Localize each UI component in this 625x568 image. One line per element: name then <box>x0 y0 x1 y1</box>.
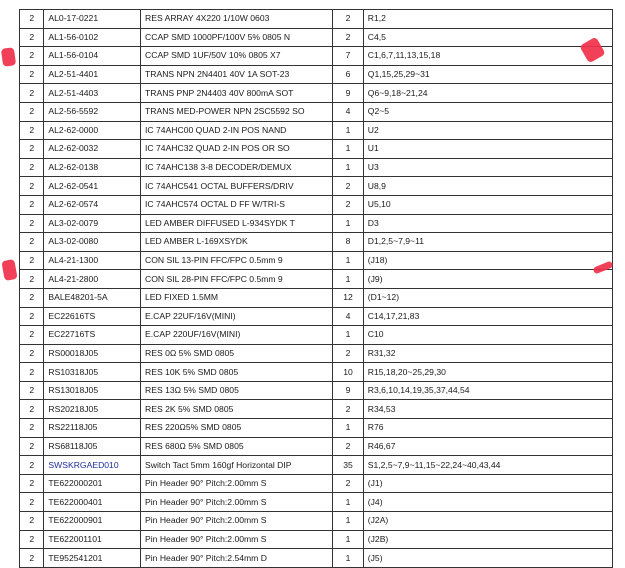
reference-cell: C10 <box>363 326 612 345</box>
table-row <box>20 381 613 400</box>
level-cell: 2 <box>20 177 44 196</box>
description-cell: RES 10K 5% SMD 0805 <box>141 363 333 382</box>
part-number-cell: AL2-62-0000 <box>44 121 141 140</box>
table-row <box>20 549 613 568</box>
description-cell: RES ARRAY 4X220 1/10W 0603 <box>141 10 333 29</box>
level-cell: 2 <box>20 400 44 419</box>
reference-cell: C4,5 <box>363 28 612 47</box>
table-row <box>20 512 613 531</box>
quantity-cell: 2 <box>333 177 364 196</box>
description-cell: TRANS MED-POWER NPN 2SC5592 SO <box>141 102 333 121</box>
level-cell: 2 <box>20 270 44 289</box>
part-number-cell: TE622001101 <box>44 530 141 549</box>
reference-cell: Q2~5 <box>363 102 612 121</box>
table-row <box>20 270 613 289</box>
table-row <box>20 400 613 419</box>
reference-cell: R76 <box>363 419 612 438</box>
level-cell: 2 <box>20 140 44 159</box>
description-cell: RES 680Ω 5% SMD 0805 <box>141 437 333 456</box>
description-cell: TRANS PNP 2N4403 40V 800mA SOT <box>141 84 333 103</box>
table-row <box>20 233 613 252</box>
part-number-cell: AL2-62-0574 <box>44 195 141 214</box>
reference-cell: Q1,15,25,29~31 <box>363 65 612 84</box>
description-cell: IC 74AHC574 OCTAL D FF W/TRI-S <box>141 195 333 214</box>
level-cell: 2 <box>20 158 44 177</box>
level-cell: 2 <box>20 47 44 66</box>
table-row <box>20 363 613 382</box>
table-row <box>20 102 613 121</box>
reference-cell: C1,6,7,11,13,15,18 <box>363 47 612 66</box>
table-row <box>20 419 613 438</box>
quantity-cell: 1 <box>333 270 364 289</box>
part-number-cell: EC22616TS <box>44 307 141 326</box>
table-row <box>20 28 613 47</box>
description-cell: CON SIL 28-PIN FFC/FPC 0.5mm 9 <box>141 270 333 289</box>
level-cell: 2 <box>20 28 44 47</box>
level-cell: 2 <box>20 549 44 568</box>
description-cell: CON SIL 13-PIN FFC/FPC 0.5mm 9 <box>141 251 333 270</box>
description-cell: Switch Tact 5mm 160gf Horizontal DIP <box>141 456 333 475</box>
quantity-cell: 1 <box>333 419 364 438</box>
quantity-cell: 8 <box>333 233 364 252</box>
level-cell: 2 <box>20 65 44 84</box>
description-cell: RES 2K 5% SMD 0805 <box>141 400 333 419</box>
quantity-cell: 1 <box>333 493 364 512</box>
reference-cell: U2 <box>363 121 612 140</box>
table-row <box>20 437 613 456</box>
level-cell: 2 <box>20 121 44 140</box>
level-cell: 2 <box>20 288 44 307</box>
table-row <box>20 326 613 345</box>
part-number-cell: AL2-51-4403 <box>44 84 141 103</box>
quantity-cell: 10 <box>333 363 364 382</box>
part-number-cell: RS20218J05 <box>44 400 141 419</box>
red-marker-left-top <box>1 47 16 67</box>
description-cell: IC 74AHC32 QUAD 2-IN POS OR SO <box>141 140 333 159</box>
quantity-cell: 1 <box>333 214 364 233</box>
quantity-cell: 4 <box>333 102 364 121</box>
table-row <box>20 177 613 196</box>
description-cell: TRANS NPN 2N4401 40V 1A SOT-23 <box>141 65 333 84</box>
part-number-cell: AL0-17-0221 <box>44 10 141 29</box>
level-cell: 2 <box>20 381 44 400</box>
part-number-cell: AL4-21-2800 <box>44 270 141 289</box>
table-row <box>20 288 613 307</box>
level-cell: 2 <box>20 363 44 382</box>
reference-cell: R34,53 <box>363 400 612 419</box>
part-number-cell: AL2-62-0032 <box>44 140 141 159</box>
description-cell: RES 0Ω 5% SMD 0805 <box>141 344 333 363</box>
part-number-cell: AL2-51-4401 <box>44 65 141 84</box>
level-cell: 2 <box>20 84 44 103</box>
quantity-cell: 1 <box>333 326 364 345</box>
quantity-cell: 1 <box>333 549 364 568</box>
quantity-cell: 2 <box>333 28 364 47</box>
level-cell: 2 <box>20 437 44 456</box>
reference-cell: R3,6,10,14,19,35,37,44,54 <box>363 381 612 400</box>
part-number-cell: AL3-02-0080 <box>44 233 141 252</box>
level-cell: 2 <box>20 512 44 531</box>
reference-cell: R46,67 <box>363 437 612 456</box>
reference-cell: (J1) <box>363 474 612 493</box>
table-row <box>20 140 613 159</box>
table-row <box>20 121 613 140</box>
reference-cell: (J9) <box>363 270 612 289</box>
part-number-cell: RS22118J05 <box>44 419 141 438</box>
part-number-cell: AL4-21-1300 <box>44 251 141 270</box>
red-marker-left-middle <box>1 259 17 281</box>
table-row <box>20 344 613 363</box>
description-cell: E.CAP 220UF/16V(MINI) <box>141 326 333 345</box>
reference-cell: D1,2,5~7,9~11 <box>363 233 612 252</box>
part-number-cell: SWSKRGAED010 <box>44 456 141 475</box>
reference-cell: (D1~12) <box>363 288 612 307</box>
part-number-cell: BALE48201-5A <box>44 288 141 307</box>
quantity-cell: 1 <box>333 121 364 140</box>
level-cell: 2 <box>20 419 44 438</box>
quantity-cell: 7 <box>333 47 364 66</box>
quantity-cell: 1 <box>333 140 364 159</box>
reference-cell: Q6~9,18~21,24 <box>363 84 612 103</box>
part-number-cell: AL1-56-0104 <box>44 47 141 66</box>
quantity-cell: 2 <box>333 474 364 493</box>
table-row <box>20 251 613 270</box>
part-number-cell: AL2-62-0138 <box>44 158 141 177</box>
reference-cell: U8,9 <box>363 177 612 196</box>
bom-table-body <box>20 10 613 568</box>
part-number-cell: AL2-56-5592 <box>44 102 141 121</box>
reference-cell: D3 <box>363 214 612 233</box>
quantity-cell: 1 <box>333 251 364 270</box>
reference-cell: (J5) <box>363 549 612 568</box>
table-row <box>20 84 613 103</box>
level-cell: 2 <box>20 344 44 363</box>
part-number-cell: AL1-56-0102 <box>44 28 141 47</box>
table-row <box>20 474 613 493</box>
table-row <box>20 47 613 66</box>
level-cell: 2 <box>20 102 44 121</box>
reference-cell: S1,2,5~7,9~11,15~22,24~40,43,44 <box>363 456 612 475</box>
part-number-cell: RS00018J05 <box>44 344 141 363</box>
table-row <box>20 158 613 177</box>
quantity-cell: 2 <box>333 344 364 363</box>
description-cell: LED AMBER L-169XSYDK <box>141 233 333 252</box>
description-cell: E.CAP 22UF/16V(MINI) <box>141 307 333 326</box>
quantity-cell: 2 <box>333 437 364 456</box>
level-cell: 2 <box>20 493 44 512</box>
quantity-cell: 1 <box>333 530 364 549</box>
reference-cell: (J2A) <box>363 512 612 531</box>
part-number-cell: TE622000401 <box>44 493 141 512</box>
description-cell: Pin Header 90° Pitch:2.00mm S <box>141 474 333 493</box>
description-cell: IC 74AHC541 OCTAL BUFFERS/DRIV <box>141 177 333 196</box>
description-cell: CCAP SMD 1000PF/100V 5% 0805 N <box>141 28 333 47</box>
level-cell: 2 <box>20 307 44 326</box>
level-cell: 2 <box>20 10 44 29</box>
quantity-cell: 35 <box>333 456 364 475</box>
quantity-cell: 4 <box>333 307 364 326</box>
part-number-cell: TE952541201 <box>44 549 141 568</box>
reference-cell: R15,18,20~25,29,30 <box>363 363 612 382</box>
part-number-cell: TE622000201 <box>44 474 141 493</box>
quantity-cell: 2 <box>333 195 364 214</box>
quantity-cell: 12 <box>333 288 364 307</box>
reference-cell: C14,17,21,83 <box>363 307 612 326</box>
part-number-cell: RS68118J05 <box>44 437 141 456</box>
description-cell: RES 220Ω5% SMD 0805 <box>141 419 333 438</box>
quantity-cell: 1 <box>333 158 364 177</box>
quantity-cell: 2 <box>333 10 364 29</box>
part-number-cell: AL3-02-0079 <box>44 214 141 233</box>
level-cell: 2 <box>20 326 44 345</box>
reference-cell: R1,2 <box>363 10 612 29</box>
description-cell: IC 74AHC138 3-8 DECODER/DEMUX <box>141 158 333 177</box>
part-number-cell: AL2-62-0541 <box>44 177 141 196</box>
table-row <box>20 65 613 84</box>
quantity-cell: 9 <box>333 381 364 400</box>
description-cell: Pin Header 90° Pitch:2.00mm S <box>141 493 333 512</box>
part-number-cell: TE622000901 <box>44 512 141 531</box>
reference-cell: U5,10 <box>363 195 612 214</box>
table-row <box>20 10 613 29</box>
quantity-cell: 2 <box>333 400 364 419</box>
level-cell: 2 <box>20 456 44 475</box>
reference-cell: U1 <box>363 140 612 159</box>
level-cell: 2 <box>20 214 44 233</box>
quantity-cell: 1 <box>333 512 364 531</box>
reference-cell: U3 <box>363 158 612 177</box>
reference-cell: R31,32 <box>363 344 612 363</box>
quantity-cell: 9 <box>333 84 364 103</box>
description-cell: LED FIXED 1.5MM <box>141 288 333 307</box>
description-cell: LED AMBER DIFFUSED L-934SYDK T <box>141 214 333 233</box>
table-row <box>20 195 613 214</box>
table-row <box>20 493 613 512</box>
description-cell: Pin Header 90° Pitch:2.00mm S <box>141 530 333 549</box>
level-cell: 2 <box>20 530 44 549</box>
part-number-cell: RS13018J05 <box>44 381 141 400</box>
table-row <box>20 307 613 326</box>
level-cell: 2 <box>20 474 44 493</box>
level-cell: 2 <box>20 251 44 270</box>
bom-table <box>19 9 613 568</box>
level-cell: 2 <box>20 233 44 252</box>
reference-cell: (J18) <box>363 251 612 270</box>
table-row <box>20 214 613 233</box>
level-cell: 2 <box>20 195 44 214</box>
description-cell: Pin Header 90° Pitch:2.54mm D <box>141 549 333 568</box>
description-cell: IC 74AHC00 QUAD 2-IN POS NAND <box>141 121 333 140</box>
reference-cell: (J2B) <box>363 530 612 549</box>
reference-cell: (J4) <box>363 493 612 512</box>
description-cell: CCAP SMD 1UF/50V 10% 0805 X7 <box>141 47 333 66</box>
part-number-cell: RS10318J05 <box>44 363 141 382</box>
quantity-cell: 6 <box>333 65 364 84</box>
part-number-cell: EC22716TS <box>44 326 141 345</box>
description-cell: RES 13Ω 5% SMD 0805 <box>141 381 333 400</box>
description-cell: Pin Header 90° Pitch:2.00mm S <box>141 512 333 531</box>
table-row <box>20 456 613 475</box>
table-row <box>20 530 613 549</box>
